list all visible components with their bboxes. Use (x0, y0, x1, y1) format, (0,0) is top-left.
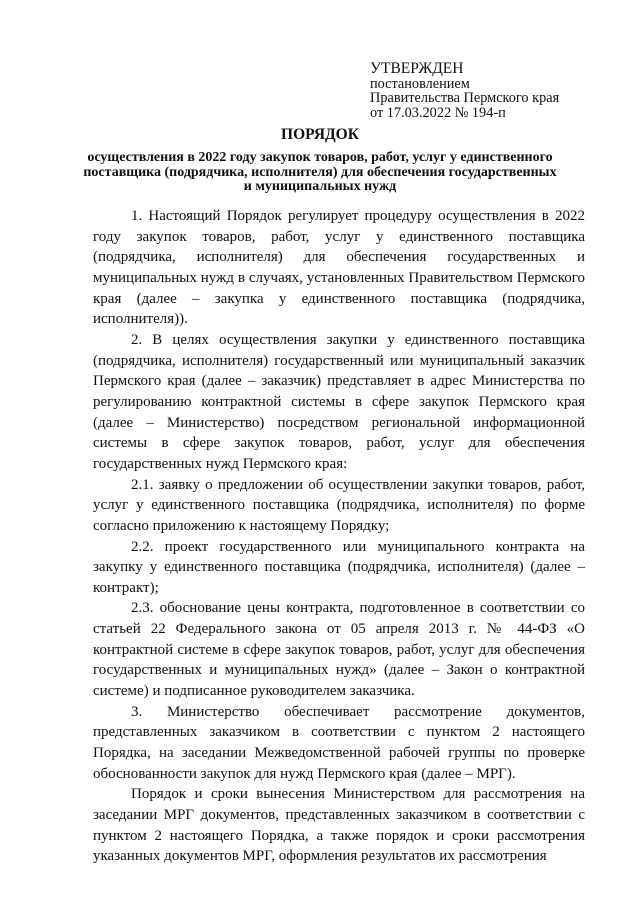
paragraph-2-2: 2.2. проект государственного или муниципального контракта на закупку у единственного поставщика (подрядчика, исполнителя) (далее – контракт); (93, 538, 585, 596)
approval-line: от 17.03.2022 № 194-п (370, 104, 506, 121)
approval-line: постановлением (370, 75, 470, 92)
approval-heading: УТВЕРЖДЕН (370, 60, 464, 77)
approval-stamp (370, 62, 559, 120)
paragraph-2-3: 2.3. обоснование цены контракта, подготовленное в соответствии со статьей 22 Федерального закона от 05 апреля 2013 г. № 44-ФЗ «О контрактной системе в сфере закупок товаров, работ, услуг для обеспечения государственных и муниципальных нужд» (далее – Закон о контрактной системе) и подписанное руководителем заказчика. (93, 600, 585, 700)
document-title: ПОРЯДОК (281, 126, 359, 143)
approval-line: Правительства Пермского края (370, 90, 560, 106)
paragraph-3: 3. Министерство обеспечивает рассмотрение документов, представленных заказчиком в соответствии с пунктом 2 настоящего Порядка, на заседании Межведомственной рабочей группы по проверке обоснованности закупок для нужд Пермского края (далее – МРГ). (93, 703, 585, 782)
document-body (93, 206, 585, 867)
document-subtitle: осуществления в 2022 году закупок товаров, работ, услуг у единственного поставщика (подрядчика, исполнителя) для обеспечения государственных и муниципальных нужд (83, 150, 557, 194)
paragraph-2-1: 2.1. заявку о предложении об осуществлении закупки товаров, работ, услуг у единственного поставщика (подрядчика, исполнителя) по форме согласно приложению к настоящему Порядку; (93, 476, 585, 534)
paragraph-2: 2. В целях осуществления закупки у единственного поставщика (подрядчика, исполнителя) государственный или муниципальный заказчик Пермского края (далее – заказчик) представляет в адрес Министерства по регулированию контрактной системы в сфере закупок Пермского края (далее – Министерство) посредством региональной информационной системы в сфере закупок товаров, работ, услуг для обеспечения государственных нужд Пермского края: (93, 331, 585, 472)
paragraph-1: 1. Настоящий Порядок регулирует процедуру осуществления в 2022 году закупок товаров, работ, услуг у единственного поставщика (подрядчика, исполнителя) для обеспечения государственных и муниципальных нужд в случаях, установленных Правительством Пермского края (далее – закупка у единственного поставщика (подрядчика, исполнителя)). (93, 208, 585, 328)
paragraph-4: Порядок и сроки вынесения Министерством для рассмотрения на заседании МРГ документов, представленных заказчиком в соответствии с пунктом 2 настоящего Порядка, а также порядок и сроки рассмотрения указанных документов МРГ, оформления результатов их рассмотрения (93, 786, 585, 865)
